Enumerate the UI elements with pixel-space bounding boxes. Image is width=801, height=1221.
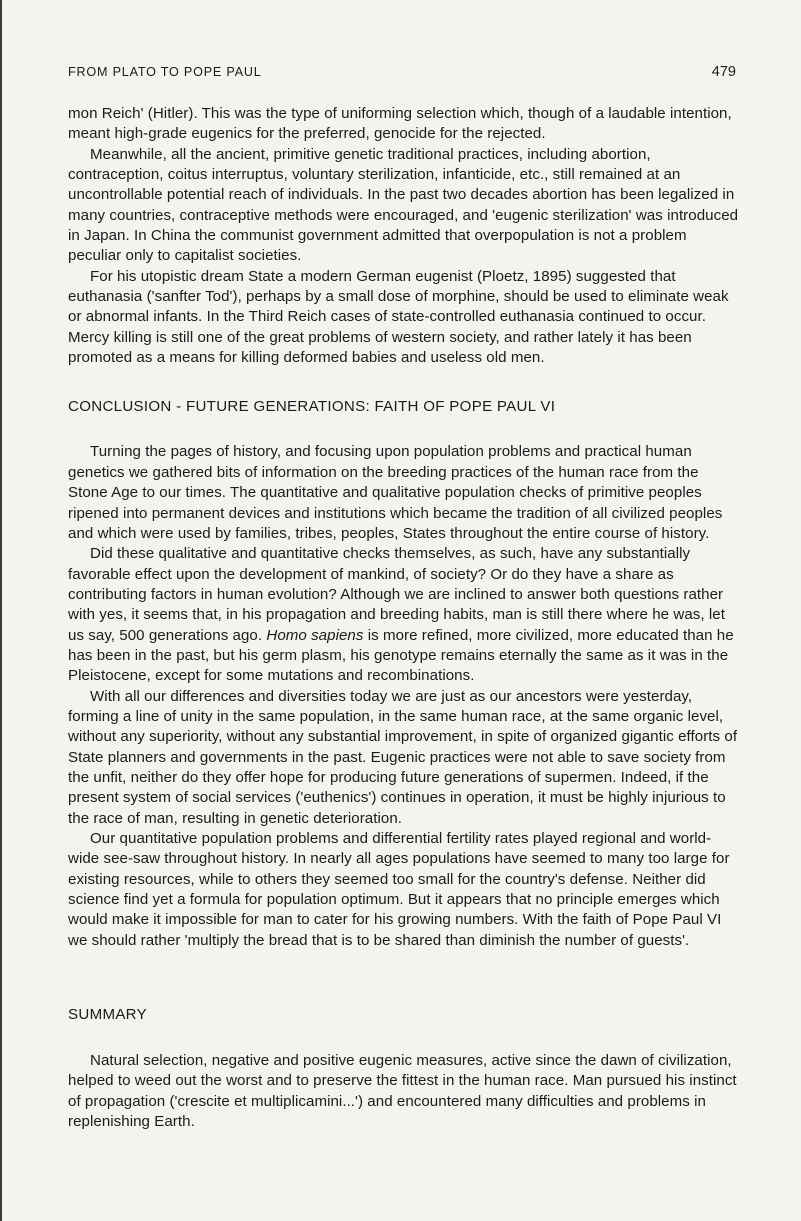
section-heading-summary: SUMMARY: [68, 1006, 147, 1024]
paragraph-3: For his utopistic dream State a modern German eugenist (Ploetz, 1895) suggested that euthanasia ('sanfter Tod'), perhaps by a small dose of morphine, should be used to eliminate weak or abnormal infants. In the Third Reich cases of state-controlled euthanasia continued to occur. Mercy killing is still one of the great problems of western society, and rather lately it has been promoted as a means for killing deformed babies and useless old men.: [68, 267, 729, 367]
paragraph-5: [68, 544, 740, 686]
paragraph-5-text: Did these qualitative and quantitative checks themselves, as such, have any substantially favorable effect upon the development of mankind, of society? Or do they have a share as contributing factors in human evolution? Although we are inclined to answer both questions rather with yes, it seems that, in his propagation and breeding habits, man is still there where he was, let us say, 500 generations ago.: [68, 545, 725, 644]
paragraph-1: mon Reich' (Hitler). This was the type of uniforming selection which, though of a laudable intention, meant high-grade eugenics for the preferred, genocide for the rejected.: [68, 105, 732, 143]
scan-edge-line: [0, 0, 2, 1221]
paragraph-4: Turning the pages of history, and focusing upon population problems and practical human genetics we gathered bits of information on the breeding practices of the human race from the Stone Age to our times. The quantitative and qualitative population checks of primitive peoples ripened into permanent devices and institutions which became the tradition of all civilized peoples and which were used by families, tribes, peoples, States throughout the entire course of history.: [68, 443, 723, 542]
section-heading-conclusion: CONCLUSION - FUTURE GENERATIONS: FAITH OF POPE PAUL VI: [68, 398, 556, 416]
body-text: [68, 104, 740, 1132]
homo-sapiens-term: Homo sapiens: [266, 626, 364, 644]
running-title: FROM PLATO TO POPE PAUL: [68, 65, 262, 79]
paragraph-6: With all our differences and diversities today we are just as our ancestors were yesterday, forming a line of unity in the same population, in the same human race, at the same organic level, without any superiority, without any substantial improvement, in spite of organized gigantic efforts of State planners and governments in the past. Eugenic practices were not able to save society from the unfit, neither do they offer hope for producing future generations of supermen. Indeed, if the present system of social services ('euthenics') continues in operation, it must be highly injurious to the race of man, resulting in genetic deterioration.: [68, 687, 738, 827]
paragraph-2: Meanwhile, all the ancient, primitive genetic traditional practices, including abortion, contraception, coitus interruptus, voluntary sterilization, infanticide, etc., still remained at an uncontrollable potential reach of individuals. In the past two decades abortion has been legalized in many countries, contraceptive methods were encouraged, and 'eugenic sterilization' was introduced in Japan. In China the communist government admitted that overpopulation is not a problem peculiar only to capitalist societies.: [68, 145, 739, 265]
running-head: [68, 64, 736, 80]
paragraph-8: Natural selection, negative and positive eugenic measures, active since the dawn of civilization, helped to weed out the worst and to preserve the fittest in the human race. Man pursued his instinct of propagation ('crescite et multiplicamini...') and encountered many difficulties and problems in replenishing Earth.: [68, 1052, 737, 1131]
paragraph-5-rest: is more refined, more civilized, more educated than he has been in the past, but his germ plasm, his genotype remains eternally the same as it was in the Pleistocene, except for some mutations and recombinations.: [68, 626, 734, 685]
paragraph-7: Our quantitative population problems and differential fertility rates played regional and world-wide see-saw throughout history. In nearly all ages populations have seemed to many too large for existing resources, while to others they seemed too small for the country's defense. Neither did science find yet a formula for population optimum. But it appears that no principle emerges which would make it impossible for man to cater for his growing numbers. With the faith of Pope Paul VI we should rather 'multiply the bread that is to be shared than diminish the number of guests'.: [68, 830, 730, 949]
page-number: 479: [711, 64, 736, 80]
